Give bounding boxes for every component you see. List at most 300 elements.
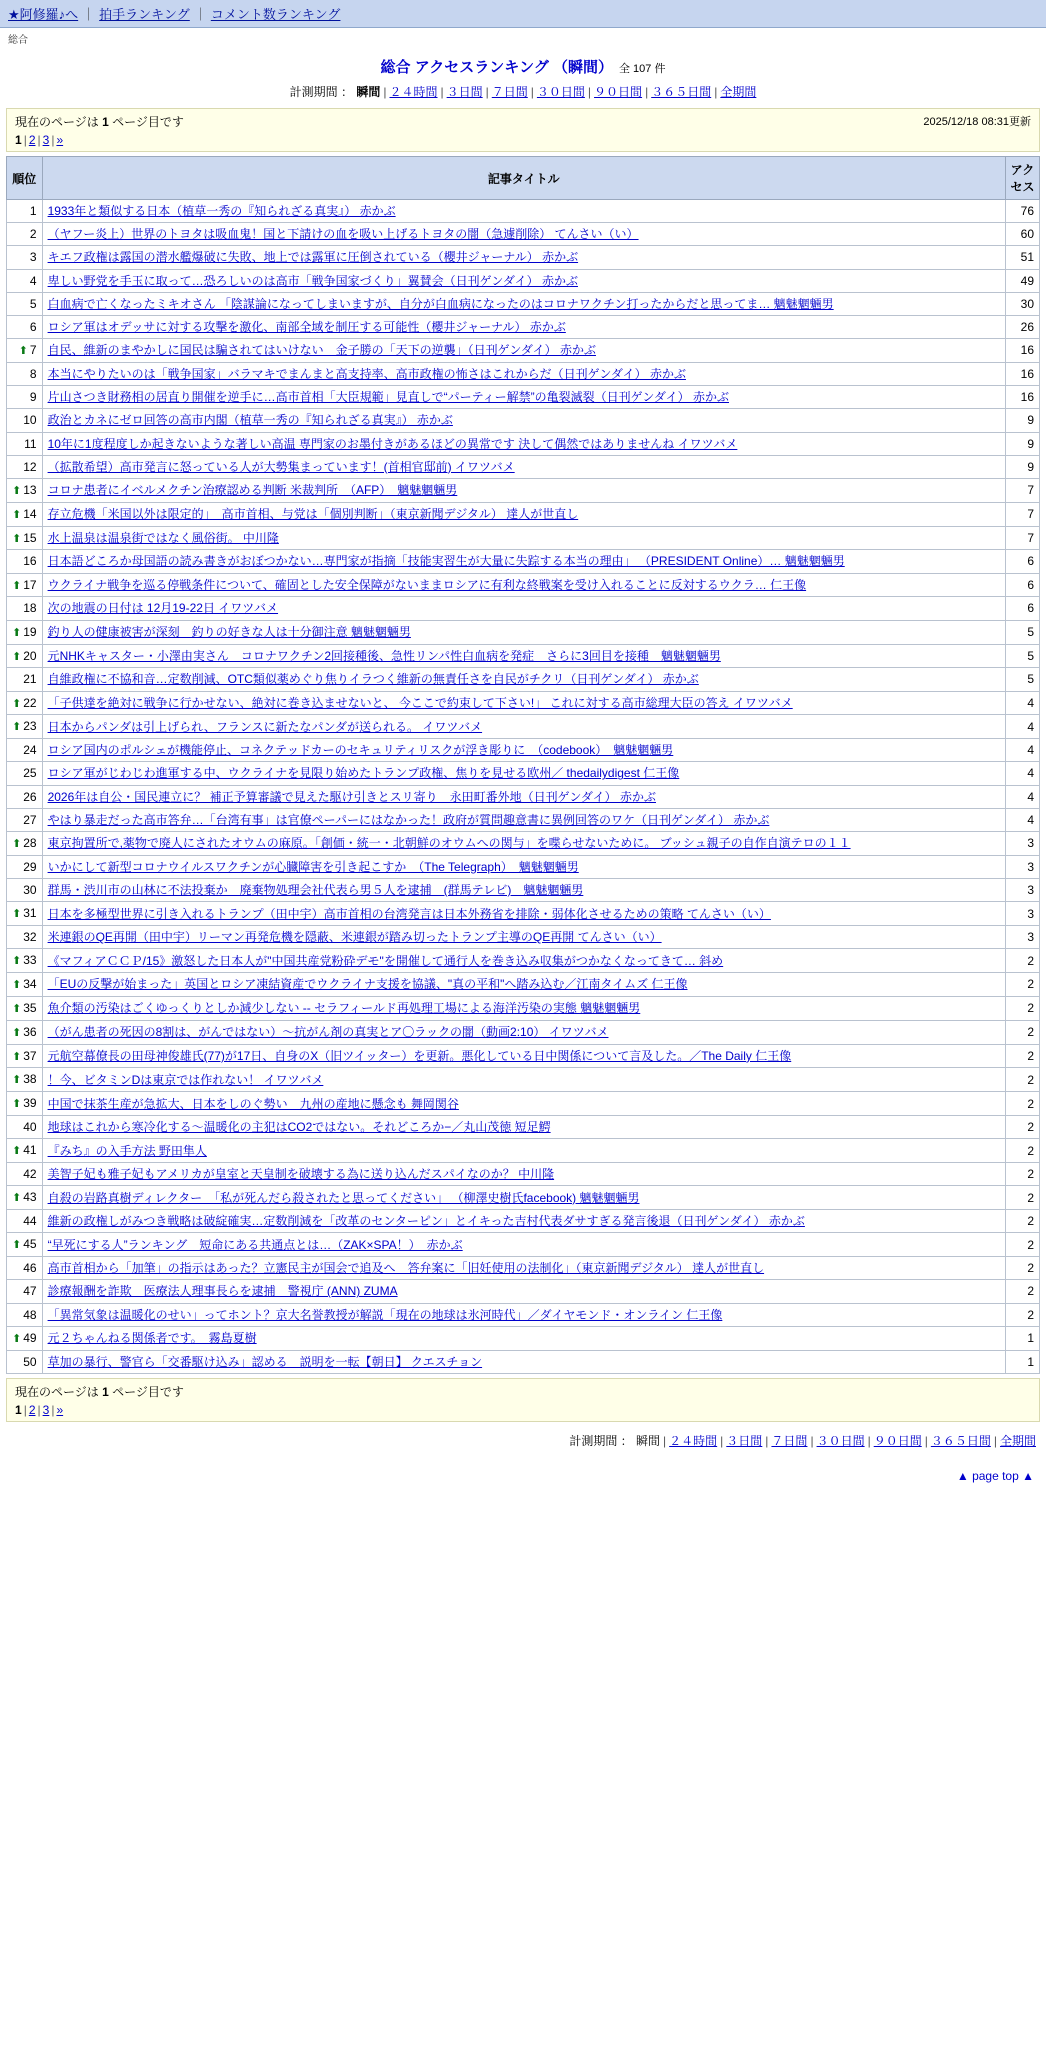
article-link[interactable]: ロシア軍がじわじわ進軍する中、ウクライナを見限り始めたトランプ政権、焦りを見せる欧州／ thedailydigest 仁王像 xyxy=(47,766,680,781)
title-cell xyxy=(42,1233,1005,1257)
table-row xyxy=(7,526,1040,550)
title-cell xyxy=(42,1210,1005,1233)
access-count-cell: 3 xyxy=(1006,831,1040,855)
table-row xyxy=(7,926,1040,949)
rank-cell xyxy=(7,1257,43,1280)
rank-cell xyxy=(7,715,43,739)
access-count-cell: 2 xyxy=(1006,1186,1040,1210)
rank-cell xyxy=(7,1044,43,1068)
table-row xyxy=(7,269,1040,292)
rank-up-icon: ⬆ xyxy=(12,1074,22,1087)
rank-cell xyxy=(7,668,43,691)
article-link[interactable]: ！今、ビタミンDは東京では作れない！ イワツバメ xyxy=(47,1072,324,1087)
pagination-bottom[interactable] xyxy=(15,1403,1031,1417)
title-cell xyxy=(42,644,1005,668)
nav-separator-1: ｜ xyxy=(82,7,96,22)
access-count-cell: 49 xyxy=(1006,269,1040,292)
title-cell xyxy=(42,1020,1005,1044)
article-link[interactable]: 地球はこれから寒冷化する〜温暖化の主犯はCO2ではない。それどころか−／丸山茂徳 短足鰐 xyxy=(47,1120,551,1135)
rank-up-icon: ⬆ xyxy=(12,1050,22,1063)
period-separator: | xyxy=(993,1433,997,1448)
table-row xyxy=(7,597,1040,620)
rank-up-icon: ⬆ xyxy=(12,484,22,497)
table-row xyxy=(7,1186,1040,1210)
access-count-cell: 7 xyxy=(1006,478,1040,502)
article-link[interactable]: 本当にやりたいのは「戦争国家」バラマキでまんまと高支持率、高市政権の怖さはこれからだ（日刊ゲンダイ） 赤かぶ xyxy=(47,366,686,381)
access-count-cell: 3 xyxy=(1006,902,1040,926)
article-link[interactable]: いかにして新型コロナウイルスワクチンが心臓障害を引き起こすか （The Telegraph） 魑魅魍魎男 xyxy=(47,859,579,874)
rank-up-icon: ⬆ xyxy=(12,532,22,545)
title-cell xyxy=(42,478,1005,502)
access-count-cell: 2 xyxy=(1006,1044,1040,1068)
bottom-period-5[interactable]: ９０日間 xyxy=(873,1433,922,1448)
title-cell xyxy=(42,1280,1005,1303)
table-row xyxy=(7,691,1040,715)
page-text-suffix-bottom: ページ目です xyxy=(108,1384,184,1399)
rank-number: 36 xyxy=(23,1024,37,1039)
access-count-cell: 2 xyxy=(1006,1116,1040,1139)
current-page-text-bottom xyxy=(15,1383,1031,1400)
page-status-bar-top xyxy=(6,108,1040,152)
table-row xyxy=(7,1280,1040,1303)
rank-number: 21 xyxy=(23,672,37,687)
rank-up-icon: ⬆ xyxy=(18,345,28,358)
table-row xyxy=(7,455,1040,478)
top-navigation-bar xyxy=(0,0,1046,28)
page-text-prefix-bottom: 現在のページは xyxy=(15,1384,103,1399)
access-count-cell: 4 xyxy=(1006,739,1040,762)
article-link[interactable]: 維新の政権しがみつき戦略は破綻確実…定数削減を「改革のセンターピン」とイキった吉村代表ダサすぎる発言後退（日刊ゲンダイ） 赤かぶ xyxy=(47,1214,805,1229)
table-row xyxy=(7,502,1040,526)
title-cell xyxy=(42,597,1005,620)
table-row xyxy=(7,409,1040,432)
table-row xyxy=(7,1020,1040,1044)
article-link[interactable]: ロシア軍はオデッサに対する攻撃を激化、南部全域を制圧する可能性（櫻井ジャーナル） 赤かぶ xyxy=(47,319,566,334)
rank-cell xyxy=(7,1210,43,1233)
top-period-3[interactable]: ７日間 xyxy=(491,85,528,99)
table-row xyxy=(7,831,1040,855)
access-count-cell: 9 xyxy=(1006,432,1040,455)
title-cell xyxy=(42,502,1005,526)
rank-number: 29 xyxy=(23,859,37,874)
rank-number: 39 xyxy=(23,1096,37,1111)
access-count-cell: 2 xyxy=(1006,1163,1040,1186)
table-row xyxy=(7,973,1040,997)
bottom-period-7[interactable]: 全期間 xyxy=(999,1433,1036,1448)
title-cell xyxy=(42,996,1005,1020)
table-row xyxy=(7,620,1040,644)
rank-number: 44 xyxy=(23,1214,37,1229)
article-link[interactable]: 《マフィアＣＣＰ/15》激怒した日本人が"中国共産党粉砕デモ"を開催して通行人を巻き込み収集がつかなくなってきて… 斜め xyxy=(47,953,724,968)
access-count-cell: 2 xyxy=(1006,1257,1040,1280)
article-link[interactable]: 中国で抹茶生産が急拡大、日本をしのぐ勢い 九州の産地に懸念も 舞岡関谷 xyxy=(47,1096,459,1111)
rank-cell xyxy=(7,339,43,363)
title-cell xyxy=(42,973,1005,997)
top-page-link-3[interactable]: » xyxy=(56,133,64,147)
article-link[interactable]: “早死にする人”ランキング 短命にある共通点とは…（ZAK×SPA！） 赤かぶ xyxy=(47,1237,463,1252)
rank-number: 7 xyxy=(29,343,37,358)
rank-cell xyxy=(7,1139,43,1163)
article-link[interactable]: 「EUの反撃が始まった」英国とロシア凍結資産でウクライナ支援を協議、"真の平和"へ踏み込む／江南タイムズ 仁王像 xyxy=(47,977,688,992)
title-cell xyxy=(42,879,1005,902)
rank-cell xyxy=(7,949,43,973)
article-link[interactable]: 自殺の岩路真樹ディレクター 「私が死んだら殺されたと思ってください」 （柳澤史樹氏facebook) 魑魅魍魎男 xyxy=(47,1190,640,1205)
rank-cell xyxy=(7,879,43,902)
column-header-access: アクセス xyxy=(1006,157,1040,200)
rank-cell xyxy=(7,432,43,455)
title-cell xyxy=(42,926,1005,949)
rank-cell xyxy=(7,526,43,550)
title-cell xyxy=(42,855,1005,878)
page-text-suffix-top: ページ目です xyxy=(108,115,184,129)
rank-number: 42 xyxy=(23,1167,37,1182)
period-separator: | xyxy=(530,85,534,99)
rank-up-icon: ⬆ xyxy=(12,908,22,921)
rank-cell xyxy=(7,478,43,502)
access-count-cell: 3 xyxy=(1006,879,1040,902)
article-link[interactable]: 元２ちゃんねる関係者です。 霧島夏樹 xyxy=(47,1331,257,1346)
article-link[interactable]: 日本からパンダは引上げられ、フランスに新たなパンダが送られる。 イワツバメ xyxy=(47,719,483,734)
rank-number: 22 xyxy=(23,695,37,710)
article-link[interactable]: 自維政権に不協和音…定数削減、OTC類似薬めぐり焦りイラつく維新の無責任さを自民がチクリ（日刊ゲンダイ） 赤かぶ xyxy=(47,672,699,687)
top-page-link-2[interactable]: 3 xyxy=(42,133,50,147)
table-row xyxy=(7,808,1040,831)
bottom-page-link-1[interactable]: 2 xyxy=(28,1402,36,1417)
breadcrumb: 総合 xyxy=(8,35,28,46)
table-row xyxy=(7,478,1040,502)
article-link[interactable]: （ヤフー炎上）世界のトヨタは吸血鬼！国と下請けの血を吸い上げるトヨタの闇（急遽削除） てんさい（い） xyxy=(47,227,639,242)
period-separator: | xyxy=(714,85,718,99)
period-separator: | xyxy=(440,85,444,99)
bottom-page-link-2[interactable]: 3 xyxy=(42,1402,50,1417)
title-cell xyxy=(42,739,1005,762)
rank-up-icon: ⬆ xyxy=(12,508,22,521)
bottom-page-link-0: 1 xyxy=(15,1402,22,1417)
article-link[interactable]: 診療報酬を詐欺 医療法人理事長らを逮捕 警視庁 (ANN) ZUMA xyxy=(47,1284,398,1299)
article-link[interactable]: 日本を多極型世界に引き入れるトランプ（田中宇）高市首相の台湾発言は日本外務省を排除・弱体化させるための策略 てんさい（い） xyxy=(47,906,771,921)
period-separator: | xyxy=(383,85,387,99)
table-row xyxy=(7,762,1040,785)
total-count: 全 107 件 xyxy=(618,63,666,75)
last-updated-text: 2025/12/18 08:31更新 xyxy=(923,116,1031,128)
article-link[interactable]: 東京拘置所で,薬物で廃人にされたオウムの麻原。「創価・統一・北朝鮮のオウムへの関与」を喋らせないために。 ブッシュ親子の自作自演テロの１１ xyxy=(47,836,851,851)
rank-number: 1 xyxy=(29,204,37,218)
rank-number: 10 xyxy=(23,413,37,428)
page-separator: | xyxy=(51,133,55,147)
rank-cell xyxy=(7,1326,43,1350)
rank-number: 25 xyxy=(23,766,37,781)
article-link[interactable]: やはり暴走だった高市答弁…「台湾有事」は官僚ペーパーにはなかった！政府が質問趣意書に異例回答のワケ（日刊ゲンダイ） 赤かぶ xyxy=(47,812,770,827)
rank-number: 37 xyxy=(23,1048,37,1063)
table-row xyxy=(7,739,1040,762)
page-separator: | xyxy=(37,133,41,147)
rank-cell xyxy=(7,315,43,338)
table-row xyxy=(7,1068,1040,1092)
period-separator: | xyxy=(485,85,489,99)
table-row xyxy=(7,644,1040,668)
top-period-4[interactable]: ３０日間 xyxy=(536,85,585,99)
access-count-cell: 2 xyxy=(1006,973,1040,997)
article-link[interactable]: 元航空幕僚長の田母神俊雄氏(77)が17日、自身のX（旧ツイッター）を更新。悪化している日中関係について言及した。／The Daily 仁王像 xyxy=(47,1048,792,1063)
article-link[interactable]: 日本語どころか母国語の読み書きがおぼつかない…専門家が指摘「技能実習生が大量に失踪する本当の理由」 （PRESIDENT Online）… 魑魅魍魎男 xyxy=(47,554,845,569)
clap-ranking-link[interactable]: 拍手ランキング xyxy=(99,7,190,22)
period-separator: | xyxy=(587,85,592,99)
table-row xyxy=(7,1210,1040,1233)
period-separator: | xyxy=(924,1433,928,1448)
article-link[interactable]: 片山さつき財務相の居直り開催を逆手に…高市首相「大臣規範」見直しで“パーティー解禁”の亀裂滅裂（日刊ゲンダイ） 赤かぶ xyxy=(47,390,729,405)
rank-number: 34 xyxy=(23,977,37,992)
access-count-cell: 2 xyxy=(1006,1092,1040,1116)
access-count-cell: 2 xyxy=(1006,1303,1040,1326)
top-period-2[interactable]: ３日間 xyxy=(446,85,483,99)
title-cell xyxy=(42,362,1005,385)
access-count-cell: 4 xyxy=(1006,715,1040,739)
article-link[interactable]: （がん患者の死因の8割は、がんではない）〜抗がん剤の真実とア〇ラックの闇（動画2:10） イワツバメ xyxy=(47,1025,609,1040)
title-cell xyxy=(42,339,1005,363)
rank-number: 14 xyxy=(23,506,37,521)
home-link[interactable]: ★阿修羅♪へ xyxy=(8,7,79,22)
rank-cell xyxy=(7,926,43,949)
pagination-top[interactable] xyxy=(15,133,1031,147)
article-link[interactable]: 「子供達を絶対に戦争に行かせない、絶対に巻き込ませないと、 今ここで約束して下さい!」 これに対する高市総理大臣の答え イワツバメ xyxy=(47,695,793,710)
article-link[interactable]: キエフ政権は露国の潜水艦爆破に失敗、地上では露軍に圧倒されている（櫻井ジャーナル） 赤かぶ xyxy=(47,250,579,265)
rank-cell xyxy=(7,1068,43,1092)
rank-cell xyxy=(7,1350,43,1373)
rank-number: 18 xyxy=(23,601,37,616)
rank-cell xyxy=(7,808,43,831)
access-count-cell: 2 xyxy=(1006,996,1040,1020)
table-row xyxy=(7,879,1040,902)
table-row xyxy=(7,715,1040,739)
rank-up-icon: ⬆ xyxy=(12,1145,22,1158)
rank-number: 28 xyxy=(23,835,37,850)
access-count-cell: 4 xyxy=(1006,762,1040,785)
title-cell xyxy=(42,409,1005,432)
title-cell xyxy=(42,902,1005,926)
article-link[interactable]: 「異常気象は温暖化のせい」ってホント？京大名誉教授が解説「現在の地球は氷河時代」／ダイヤモンド・オンライン 仁王像 xyxy=(47,1307,723,1322)
article-link[interactable]: 美智子妃も雅子妃もアメリカが皇室と天皇制を破壊する為に送り込んだスパイなのか？ 中川隆 xyxy=(47,1167,555,1182)
rank-up-icon: ⬆ xyxy=(12,1002,22,1015)
rank-cell xyxy=(7,855,43,878)
rank-number: 20 xyxy=(23,648,37,663)
rank-cell xyxy=(7,691,43,715)
page-number-bottom: 1 xyxy=(102,1384,109,1399)
bottom-period-4[interactable]: ３０日間 xyxy=(816,1433,865,1448)
article-link[interactable]: 1933年と類似する日本（植草一秀の『知られざる真実』） 赤かぶ xyxy=(47,204,396,218)
title-cell xyxy=(42,200,1005,223)
article-link[interactable]: 次の地震の日付は 12月19-22日 イワツバメ xyxy=(47,601,279,616)
period-selector-top xyxy=(0,79,1046,108)
top-period-0: 瞬間 xyxy=(356,85,381,99)
title-cell xyxy=(42,292,1005,315)
access-count-cell: 2 xyxy=(1006,1020,1040,1044)
article-link[interactable]: 2026年は自公・国民連立に？ 補正予算審議で見えた駆け引きとスリ寄り 永田町番外地（日刊ゲンダイ） 赤かぶ xyxy=(47,789,656,804)
access-count-cell: 9 xyxy=(1006,455,1040,478)
period-separator: | xyxy=(645,85,649,99)
rank-up-icon: ⬆ xyxy=(12,1239,22,1252)
top-period-1[interactable]: ２４時間 xyxy=(389,85,438,99)
nav-separator-2: ｜ xyxy=(193,7,207,22)
page-status-bar-bottom xyxy=(6,1378,1040,1422)
title-cell xyxy=(42,785,1005,808)
rank-cell xyxy=(7,785,43,808)
article-link[interactable]: 白血病で亡くなったミキオさん 「陰謀論になってしまいますが、自分が白血病になったのはコロナワクチン打ったからだと思ってま… 魑魅魍魎男 xyxy=(47,296,834,311)
top-page-link-0: 1 xyxy=(15,133,22,147)
article-link[interactable]: 自民、維新のまやかしに国民は騙されてはいけない 金子勝の「天下の逆襲」（日刊ゲンダイ） 赤かぶ xyxy=(47,343,596,358)
rank-cell xyxy=(7,386,43,409)
page-number-top: 1 xyxy=(102,115,109,129)
title-cell xyxy=(42,550,1005,573)
period-separator: | xyxy=(810,1433,814,1448)
article-link[interactable]: ロシア国内のポルシェが機能停止、コネクテッドカーのセキュリティリスクが浮き彫りに （codebook） 魑魅魍魎男 xyxy=(47,743,674,758)
rank-number: 41 xyxy=(23,1143,37,1158)
table-row xyxy=(7,1233,1040,1257)
rank-number: 43 xyxy=(23,1190,37,1205)
table-row xyxy=(7,573,1040,597)
access-count-cell: 26 xyxy=(1006,315,1040,338)
title-cell xyxy=(42,620,1005,644)
table-row xyxy=(7,339,1040,363)
rank-number: 46 xyxy=(23,1261,37,1276)
rank-number: 38 xyxy=(23,1072,37,1087)
article-link[interactable]: （拡散希望）高市発言に怒っている人が大勢集まっています！(首相官邸前) イワツバメ xyxy=(47,459,515,474)
article-link[interactable]: 卑しい野党を手玉に取って…恐ろしいのは高市「戦争国家づくり」翼賛会（日刊ゲンダイ） 赤かぶ xyxy=(47,273,578,288)
access-count-cell: 5 xyxy=(1006,668,1040,691)
article-link[interactable]: 元NHKキャスター・小澤由実さん コロナワクチン2回接種後、急性リンパ性白血病を発症 さらに3回目を接種 魑魅魍魎男 xyxy=(47,648,721,663)
rank-cell xyxy=(7,409,43,432)
bottom-period-1[interactable]: ２４時間 xyxy=(669,1433,718,1448)
table-row xyxy=(7,668,1040,691)
table-row xyxy=(7,246,1040,269)
access-count-cell: 76 xyxy=(1006,200,1040,223)
page-top-link[interactable]: ▲ page top ▲ xyxy=(956,1468,1034,1483)
title-cell xyxy=(42,949,1005,973)
period-label-top: 計測期間 ： xyxy=(289,85,353,99)
table-row xyxy=(7,1257,1040,1280)
access-count-cell: 5 xyxy=(1006,644,1040,668)
table-row xyxy=(7,1163,1040,1186)
rank-cell xyxy=(7,1280,43,1303)
rank-number: 4 xyxy=(29,273,37,288)
title-cell xyxy=(42,831,1005,855)
access-count-cell: 51 xyxy=(1006,246,1040,269)
rank-up-icon: ⬆ xyxy=(12,650,22,663)
page-separator: | xyxy=(51,1402,55,1417)
article-link[interactable]: 魚介類の汚染はごくゆっくりとしか減少しない -- セラフィールド再処理工場による海洋汚染の実態 魑魅魍魎男 xyxy=(47,1001,641,1016)
rank-number: 23 xyxy=(23,719,37,734)
access-count-cell: 16 xyxy=(1006,362,1040,385)
top-period-7[interactable]: 全期間 xyxy=(720,85,757,99)
title-cell xyxy=(42,1092,1005,1116)
rank-up-icon: ⬆ xyxy=(12,626,22,639)
rank-number: 9 xyxy=(29,390,37,405)
table-row xyxy=(7,386,1040,409)
access-count-cell: 2 xyxy=(1006,1139,1040,1163)
title-cell xyxy=(42,1068,1005,1092)
article-link[interactable]: 10年に1度程度しか起きないような著しい高温 専門家のお墨付きがあるほどの異常です 決して偶然ではありませんね イワツバメ xyxy=(47,436,738,451)
access-count-cell: 3 xyxy=(1006,855,1040,878)
rank-number: 49 xyxy=(23,1330,37,1345)
rank-cell xyxy=(7,1116,43,1139)
table-row xyxy=(7,1116,1040,1139)
article-link[interactable]: ウクライナ戦争を巡る停戦条件について、確固とした安全保障がないままロシアに有利な終戦案を受け入れることに反対するウクラ… 仁王像 xyxy=(47,577,807,592)
access-count-cell: 1 xyxy=(1006,1326,1040,1350)
article-link[interactable]: 釣り人の健康被害が深刻 釣りの好きな人は十分御注意 魑魅魍魎男 xyxy=(47,624,411,639)
page-separator: | xyxy=(23,133,27,147)
page-title-area xyxy=(0,46,1046,79)
access-count-cell: 2 xyxy=(1006,949,1040,973)
rank-cell xyxy=(7,902,43,926)
access-count-cell: 16 xyxy=(1006,386,1040,409)
article-link[interactable]: 高市首相から「加筆」の指示はあった？立憲民主が国会で追及へ 答弁案に「旧妊使用の法制化」（東京新聞デジタル） 達人が世直し xyxy=(47,1261,765,1276)
page-title: 総合 アクセスランキング （瞬間） xyxy=(380,59,613,76)
article-link[interactable]: 草加の暴行、警官ら「交番駆け込み」認める 説明を一転【朝日】 クエスチョン xyxy=(47,1354,483,1369)
access-count-cell: 4 xyxy=(1006,808,1040,831)
period-separator: | xyxy=(867,1433,871,1448)
bottom-period-2[interactable]: ３日間 xyxy=(726,1433,763,1448)
access-count-cell: 2 xyxy=(1006,1233,1040,1257)
rank-cell xyxy=(7,973,43,997)
rank-up-icon: ⬆ xyxy=(12,979,22,992)
bottom-page-link-3[interactable]: » xyxy=(56,1402,64,1417)
rank-number: 8 xyxy=(29,366,37,381)
rank-up-icon: ⬆ xyxy=(12,955,22,968)
rank-cell xyxy=(7,1092,43,1116)
title-cell xyxy=(42,1326,1005,1350)
rank-number: 33 xyxy=(23,953,37,968)
rank-number: 6 xyxy=(29,319,37,334)
table-row xyxy=(7,315,1040,338)
page-separator: | xyxy=(23,1402,27,1417)
rank-up-icon: ⬆ xyxy=(12,697,22,710)
rank-number: 30 xyxy=(23,883,37,897)
table-row xyxy=(7,949,1040,973)
table-row xyxy=(7,1326,1040,1350)
top-period-5[interactable]: ９０日間 xyxy=(594,85,643,99)
rank-number: 35 xyxy=(23,1000,37,1015)
top-period-6[interactable]: ３６５日間 xyxy=(651,85,712,99)
rank-number: 40 xyxy=(23,1120,37,1135)
period-separator: | xyxy=(663,1433,667,1448)
bottom-period-3[interactable]: ７日間 xyxy=(771,1433,808,1448)
title-cell xyxy=(42,455,1005,478)
article-link[interactable]: 存立危機「米国以外は限定的」 高市首相、与党は「個別判断」（東京新聞デジタル） 達人が世直し xyxy=(47,507,579,522)
title-cell xyxy=(42,715,1005,739)
article-link[interactable]: 群馬・渋川市の山林に不法投棄か 廃棄物処理会社代表ら男５人を逮捕 (群馬テレビ) 魑魅魍魎男 xyxy=(47,883,584,897)
article-link[interactable]: 米連銀のQE再開（田中宇）リーマン再発危機を隠蔽、米連銀が踏み切ったトランプ主導のQE再開 てんさい（い） xyxy=(47,930,662,945)
table-row xyxy=(7,292,1040,315)
title-cell xyxy=(42,526,1005,550)
article-link[interactable]: 政治とカネにゼロ回答の高市内閣（植草一秀の『知られざる真実』） 赤かぶ xyxy=(47,413,453,428)
rank-number: 12 xyxy=(23,459,37,474)
table-row xyxy=(7,996,1040,1020)
access-count-cell: 4 xyxy=(1006,785,1040,808)
article-link[interactable]: コロナ患者にイベルメクチン治療認める判断 米裁判所 （AFP） 魑魅魍魎男 xyxy=(47,483,458,498)
comment-ranking-link[interactable]: コメント数ランキング xyxy=(210,7,341,22)
top-page-link-1[interactable]: 2 xyxy=(28,133,36,147)
table-row xyxy=(7,1303,1040,1326)
article-link[interactable]: 『みち』の入手方法 野田隼人 xyxy=(47,1143,207,1158)
rank-up-icon: ⬆ xyxy=(12,721,22,734)
rank-cell xyxy=(7,502,43,526)
rank-number: 47 xyxy=(23,1284,37,1299)
current-page-text-top xyxy=(15,113,1031,130)
column-header-title: 記事タイトル xyxy=(42,157,1005,200)
article-link[interactable]: 水上温泉は温泉街ではなく風俗街。 中川隆 xyxy=(47,530,279,545)
rank-cell xyxy=(7,1303,43,1326)
rank-cell xyxy=(7,762,43,785)
bottom-period-6[interactable]: ３６５日間 xyxy=(930,1433,991,1448)
